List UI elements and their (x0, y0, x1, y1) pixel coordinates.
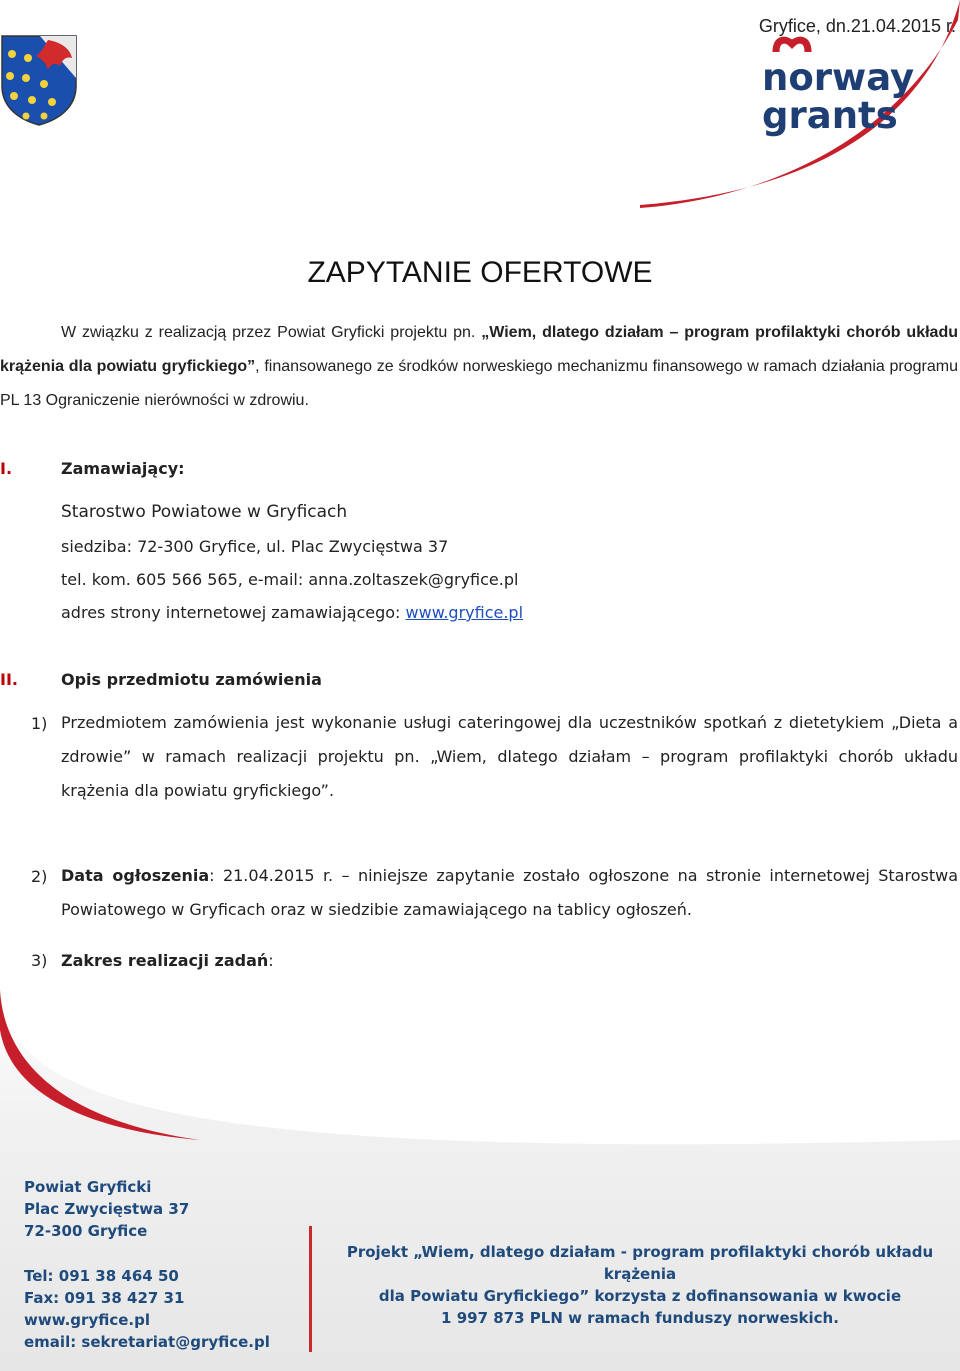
item-2-colon: : (209, 866, 223, 885)
item-2-number: 2) (31, 867, 48, 886)
item-2-date: 21.04.2015 r. (222, 866, 334, 885)
footer-city: 72-300 Gryfice (24, 1222, 148, 1240)
website-label: adres strony internetowej zamawiającego: (61, 603, 406, 622)
item-1-number: 1) (31, 714, 48, 733)
footer-street: Plac Zwycięstwa 37 (24, 1200, 190, 1218)
item-3-colon: : (268, 951, 274, 970)
item-3-label: Zakres realizacji zadań (61, 951, 269, 970)
item-2-label: Data ogłoszenia (61, 866, 210, 885)
section-1-number: I. (0, 459, 13, 478)
gryfice-coat-of-arms-icon (0, 34, 78, 126)
footer-contact (24, 1265, 270, 1353)
section-2-title: Opis przedmiotu zamówienia (61, 670, 322, 689)
item-1-text: Przedmiotem zamówienia jest wykonanie usługi cateringowej dla uczestników spotkań z dietetykiem „Dieta a zdrowie” w ramach realizacji projektu pn. „Wiem, dlatego działam – program profilaktyki chorób układu krążenia dla powiatu gryfickiego”. (61, 713, 958, 800)
item-3-number: 3) (31, 951, 48, 970)
document-date: Gryfice, dn.21.04.2015 r. (758, 16, 956, 36)
orderer-name: Starostwo Powiatowe w Gryficach (61, 502, 348, 522)
orderer-address: siedziba: 72-300 Gryfice, ul. Plac Zwycięstwa 37 (61, 537, 449, 556)
intro-project-name: „Wiem, dlatego działam – program profilaktyki chorób układu krążenia dla powiatu gryfickiego” (0, 324, 958, 375)
footer-divider (309, 1226, 312, 1352)
svg-text:grants: grants (762, 94, 898, 137)
intro-text-start: W związku z realizacją przez Powiat Gryficki projektu pn. (61, 324, 482, 341)
footer-project-line-1: Projekt „Wiem, dlatego działam - program profilaktyki chorób układu krążenia (346, 1243, 934, 1283)
footer-project-info (330, 1241, 950, 1329)
orderer-website-line (61, 603, 523, 622)
intro-text-end: , finansowanego ze środków norweskiego mechanizmu finansowego w ramach działania programu PL 13 Ograniczenie nierówności w zdrowiu. (0, 358, 958, 409)
footer-project-line-3: 1 997 873 PLN w ramach funduszy norweskich. (441, 1309, 839, 1327)
footer-project-line-2: dla Powiatu Gryfickiego” korzysta z dofinansowania w kwocie (378, 1287, 902, 1305)
footer-fax: Fax: 091 38 427 31 (24, 1289, 185, 1307)
intro-paragraph (0, 316, 958, 418)
footer-email: email: sekretariat@gryfice.pl (24, 1333, 270, 1351)
footer-address (24, 1176, 189, 1242)
website-link[interactable]: www.gryfice.pl (405, 603, 524, 622)
item-2-text (61, 859, 958, 927)
svg-text:norway: norway (762, 56, 915, 99)
item-2-body: – niniejsze zapytanie zostało ogłoszone na stronie internetowej Starostwa Powiatowego w Gryficach oraz w siedzibie zamawiającego na tablicy ogłoszeń. (61, 866, 958, 919)
footer-tel: Tel: 091 38 464 50 (24, 1267, 179, 1285)
section-1-title: Zamawiający: (61, 459, 185, 478)
footer-web: www.gryfice.pl (24, 1311, 150, 1329)
footer-org: Powiat Gryficki (24, 1178, 152, 1196)
document-title: ZAPYTANIE OFERTOWE (307, 256, 653, 289)
section-2-number: II. (0, 670, 18, 689)
orderer-contact: tel. kom. 605 566 565, e-mail: anna.zoltaszek@gryfice.pl (61, 570, 519, 589)
item-3-text (61, 951, 274, 970)
